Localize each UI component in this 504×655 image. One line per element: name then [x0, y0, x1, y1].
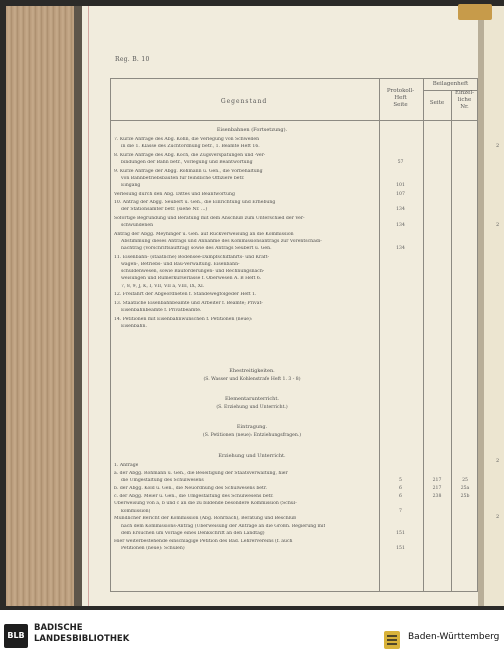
header-protocol-2: Heft: [394, 95, 407, 101]
entry-protocol: 57: [397, 160, 404, 165]
entry-line: c. der Abgg. Meier u. Gen., die Umgestaltung des Schulwesens betr.: [114, 493, 274, 499]
blb-logo-text: BLB: [7, 631, 25, 640]
section-heading: Elementarunterricht.: [225, 396, 279, 402]
entry-line: bindungen der Bahn betr., Vorlegung und Beantwortung: [121, 160, 253, 165]
entry-protocol: 134: [396, 246, 405, 252]
entry-line: 11. Eisenbahn- (staatliche) Bodensee-Dampfschiffahrts- und Kraft-: [114, 254, 270, 260]
book-binding: [6, 6, 84, 606]
header-number-2: liche: [457, 97, 472, 103]
margin-mark: 2: [496, 458, 500, 464]
page-clip: [458, 4, 492, 20]
footer-bar: [0, 610, 504, 655]
entry-line: Mündlicher Bericht der Kommission (Abg. Rohrbach), Beratung und Beschluß: [114, 516, 297, 522]
entry-line: Überweisung von a, b und c an die zu bildende besondere Kommission (Schul-: [114, 501, 297, 507]
entry-line: 7. Kurze Anfrage des Abg. Kohn, die Verlegung von Schwellen: [114, 137, 260, 142]
entry-line: 12. Freifahrt der Abgeordneten f. Ständewegfolgeder Heft 1.: [114, 292, 257, 298]
entry-line: Eisenbahnbeamte f. Privatbeamte.: [121, 308, 202, 313]
library-name-line1: BADISCHE: [34, 623, 83, 633]
entry-number: 25: [462, 478, 468, 483]
header-divider: [111, 120, 477, 121]
section-heading: Erziehung und Unterricht.: [218, 453, 286, 459]
header-protocol-1: Protokoll-: [386, 88, 415, 94]
entry-line: 10. Antrag der Abgg. Seubert u. Gen., die Einrichtung und Erhebung: [114, 200, 276, 206]
library-name-line2: LANDESBIBLIOTHEK: [34, 634, 130, 644]
entry-line: Petitionen (neue): Schulen): [121, 545, 185, 551]
entry-line: Hier weiterbestehende einschlägige Petition des Bad. Lehrervereins (f. auch: [114, 538, 293, 544]
section-crossref: (S. Erziehung und Unterricht.): [216, 405, 288, 410]
section-heading: Ehestreitigkeiten.: [229, 368, 275, 374]
page-reference: Reg. B. 10: [115, 56, 150, 63]
blb-logo: [4, 624, 28, 648]
entry-page: 217: [432, 485, 442, 491]
entry-protocol: 134: [396, 223, 405, 229]
column-divider: [423, 79, 424, 591]
entry-protocol: 107: [396, 191, 405, 197]
entry-line: weisungen und Rümerkurserlasse f. Oberwesen A. B Heft 6.: [121, 276, 262, 282]
column-divider: [379, 79, 380, 591]
entry-line: 13. Staatliche Eisenbahnbeamte und Arbeiter f. Beamte; Privat-: [114, 300, 263, 306]
entry-line: Abstimmung dieses Antrags und Annahme des Kommissionsantrags zur Vorentschädi-: [121, 239, 322, 244]
margin-line: [88, 6, 89, 606]
section-heading: Eisenbahnen (Fortsetzung).: [216, 127, 288, 133]
entry-line: wagen-, Betriebs- und Bau-Verwaltung. Eisenbahn-: [121, 262, 240, 267]
baden-wuerttemberg-seal-icon: [380, 628, 404, 652]
entry-line: Sofortige Begründung und Beratung mit dem Anschluß zum Unterschied der Ver-: [114, 216, 305, 221]
entry-line: kommission): [121, 508, 151, 514]
entry-protocol: 6: [399, 485, 402, 491]
entry-line: 14. Petitionen mit Eisenbahnwünschen f. Petitionen (neue):: [114, 316, 253, 322]
entry-line: Antrag der Abgg. Meyhinger u. Gen. auf Rückverweisung an die Kommission: [114, 231, 294, 237]
entry-line: nachtrag (Vorschriftsauftrag) sowie des Antrags Seubert u. Gen.: [121, 246, 272, 252]
entry-line: schuldenwesen, sowie Bauforderungen- und Rechnungsnach-: [121, 269, 265, 275]
entry-line: Verlesung durch den Abg. Dittes und Beantwortung: [114, 191, 235, 197]
entry-protocol: 101: [396, 183, 405, 188]
entry-line: 8. Kurze Anfrage des Abg. Koch, die Zugsverspätungen und -Ver-: [114, 152, 266, 158]
page-edge-shadow: [478, 6, 484, 606]
book-spine: [74, 6, 82, 606]
entry-line: a. der Abgg. Rohmann u. Gen., die Beseitigung der Staatsverwaltung, hier: [114, 470, 288, 476]
header-subject: Gegenstand: [220, 98, 268, 105]
section-crossref: (S. Wasser und Kohlenstrafe Heft 1. 3 - 8): [203, 377, 301, 382]
entry-line: Eisenbahn.: [121, 323, 147, 329]
entry-line: 1. Anfrage: [114, 463, 139, 468]
entry-line: schwundenen: [121, 223, 154, 229]
entry-protocol: 6: [399, 493, 402, 499]
entry-protocol: 7: [399, 508, 402, 514]
entry-protocol: 151: [396, 545, 405, 551]
entry-line: 9. Kurze Anfrage der Abgg. Rohmann u. Gen., die Vorbehaltung: [114, 168, 263, 174]
entry-line: von Bahnbetriebsbauten für feindliche Offiziere betr.: [121, 175, 245, 181]
entry-number: 25a: [460, 485, 470, 491]
header-attachments: Beilagenheft: [432, 81, 469, 87]
margin-mark: 2: [496, 514, 500, 520]
entry-line: in die 1. Klasse des Zuchtordnung betr., 1. Beamte Heft 16.: [121, 144, 260, 150]
entry-protocol: 151: [396, 530, 405, 536]
section-crossref: (S. Petitionen (neue): Entziehungsfragen.): [202, 433, 302, 438]
section-heading: Eintragung.: [236, 424, 268, 430]
entry-line: 7, 8, 9, J, K, I, VII, VII a, VIII, IX, XI.: [121, 283, 205, 289]
entry-page: 217: [432, 478, 442, 483]
margin-mark: 2: [496, 143, 500, 149]
state-name: Baden-Württemberg: [408, 632, 500, 642]
entry-line: der Stationsämter betr. (siehe Nr. ...): [121, 207, 208, 213]
entry-protocol: 134: [396, 207, 405, 213]
column-divider: [451, 91, 452, 591]
entry-number: 25b: [460, 493, 470, 499]
entry-line: b. der Abgg. Kold u. Gen., die Neuordnung des Schulwesens betr.: [114, 485, 267, 491]
margin-mark: 2: [496, 222, 500, 228]
header-protocol-3: Seite: [393, 102, 408, 108]
entry-protocol: 5: [399, 478, 402, 483]
entry-page: 238: [432, 493, 442, 499]
entry-line: die Umgestaltung des Schulwesens: [121, 478, 204, 483]
header-page: Seite: [429, 100, 445, 106]
header-number-1: Einzel-: [454, 90, 475, 96]
entry-line: dem Ersuchen um Vorlage eines Denkschrift an den Landtag): [121, 530, 265, 536]
entry-line: Eingang: [121, 183, 141, 188]
header-number-3: Nr.: [460, 104, 469, 110]
entry-line: nach dem Kommissions-Antrag (Überweisung der Anträge an die Großh. Regierung mit: [121, 523, 326, 529]
